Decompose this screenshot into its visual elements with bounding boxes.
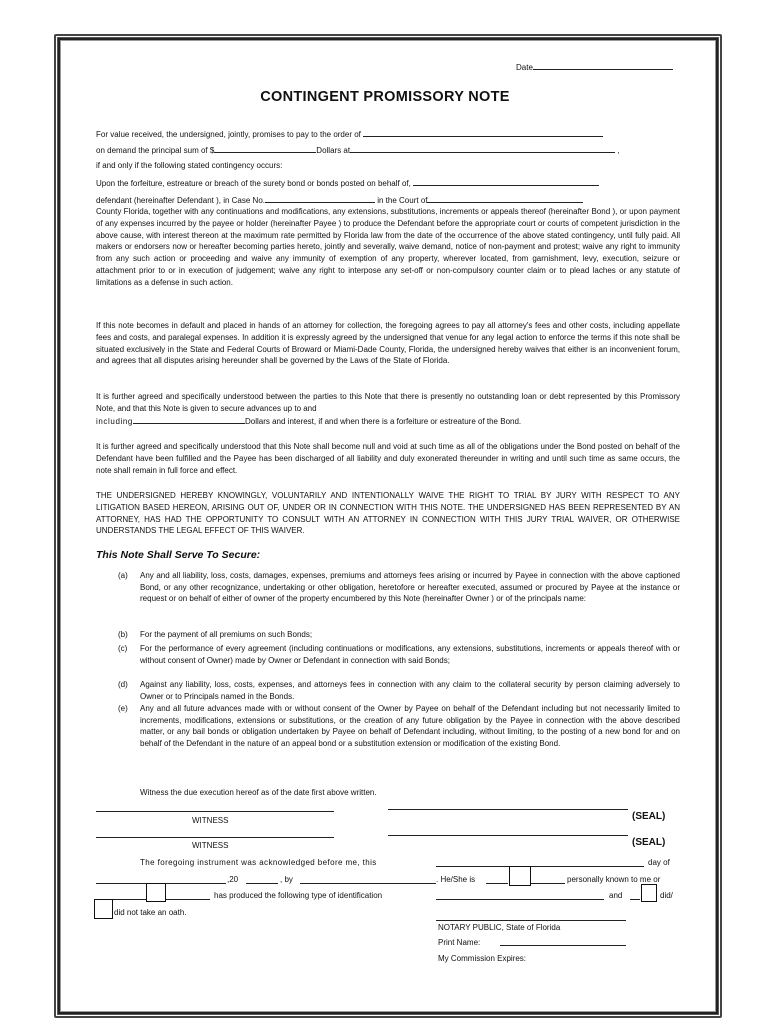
ack-did: did/	[660, 891, 673, 900]
jury-waiver-paragraph: THE UNDERSIGNED HEREBY KNOWINGLY, VOLUNTARILY AND INTENTIONALLY WAIVE THE RIGHT TO TRIAL BY JURY WITH RESPECT TO ANY LITIGATION BASED HEREON, ARISING OUT OF, UNDER OR IN CONNECTION WITH THIS NOTE. THE UNDERSIGNED HAS BEEN REPRESENTED BY AN ATTORNEY, HAS HAD THE OPPORTUNITY TO CONSULT WITH AN ATTORNEY IN CONNECTION WITH THIS JURY TRIAL WAIVER, OR OTHERWISE UNDERSTANDS THE LEGAL EFFECT OF THIS WAIVER.	[96, 491, 680, 536]
witness-label-1: WITNESS	[192, 816, 229, 825]
maker-signature-line-2[interactable]	[388, 835, 628, 836]
body-paragraph-3: It is further agreed and specifically understood between the parties to this Note that there is presently no outstanding loan or debt represented by this Promissory Note, and that this Note is given to secure advances up to and	[96, 392, 680, 413]
personally-known-checkbox[interactable]	[509, 866, 531, 886]
date-label: Date	[516, 63, 533, 72]
identification-type-field[interactable]	[436, 899, 604, 900]
ack-year-field[interactable]	[246, 883, 278, 884]
list-item: (b) For the payment of all premiums on such Bonds;	[118, 630, 313, 639]
payee-field[interactable]	[363, 128, 603, 137]
list-item: (c) For the performance of every agreement (including continuations or modifications, any extensions, substitutions, increments or appeals thereof with or without consent of Owner) made by Owner or Defendant in connection with said Bonds;	[118, 644, 680, 665]
id-line-post-box	[166, 899, 210, 900]
list-item: (e) Any and all future advances made with or without consent of the Owner by Payee on behalf of the Defendant including but not necessarily limited to increments, modifications, extensions or substitutions, or the creation of any future obligation by the Payee in connection with the above described matter, or any bail bonds or obligation undertaken by Payee on behalf of Defendant including, without limiting, to the posting of a new bond for and on behalf of the Defendant in the nature of an appeal bond or a substitution extension or modification of the existing Bond.	[118, 704, 680, 748]
ack-day-field[interactable]	[436, 866, 644, 867]
produced-id-checkbox[interactable]	[146, 883, 166, 902]
advance-amount-field[interactable]	[133, 415, 245, 424]
document-title: CONTINGENT PROMISSORY NOTE	[260, 89, 510, 105]
ack-by: , by	[280, 875, 293, 884]
intro-line-3: if and only if the following stated contingency occurs:	[96, 161, 283, 170]
intro-line-1: For value received, the undersigned, jointly, promises to pay to the order of	[96, 128, 686, 141]
seal-label-1: (SEAL)	[632, 811, 666, 822]
maker-signature-line-1[interactable]	[388, 809, 628, 810]
no-oath-checkbox[interactable]	[94, 899, 113, 919]
principal-amount-field[interactable]	[214, 144, 316, 153]
ack-no-oath: did not take an oath.	[114, 908, 187, 917]
body-paragraph-1: County Florida, together with any continuations and modifications, any extensions, substitutions, increments or appeals thereof (hereinafter Bond ), or upon payment of any expenses incurred by the payee or holder (hereinafter Payee ) to produce the Defendant before the appropriate court or courts of competent jurisdiction in the above cause, with interest thereon at the maximum rate permitted by Florida law from the date of the occurrence of the above stated contingency, until fully paid. All makers or endorsers now or hereafter becoming parties hereto, jointly and severally, waive demand, notice of non-payment and protest; waive any right to immunity from any such action or proceeding and waive any immunity of exemption of any property, wherever located, from garnishment, levy, execution, seizure or attachment prior to or in execution of judgement; waive any right to interpose any set-off or non-compulsory counter claim or to plead laches or any statute of limitations as a defense in such action.	[96, 207, 680, 287]
witness-signature-line-1[interactable]	[96, 811, 334, 812]
date-field[interactable]	[516, 61, 673, 72]
notary-public-label: NOTARY PUBLIC, State of Florida	[438, 923, 561, 932]
list-item: (d) Against any liability, loss, costs, expenses, and attorneys fees in connection with any claim to the collateral security by person claiming adversely to Owner or to Principals named in the Bonds.	[118, 680, 680, 701]
ack-personally-known: personally known to me or	[567, 875, 661, 884]
case-number-field[interactable]	[265, 194, 375, 203]
defendant-name-field[interactable]	[413, 177, 599, 186]
intro-line-2: on demand the principal sum of $ Dollars at ,	[96, 146, 620, 155]
print-name-field[interactable]	[500, 945, 626, 946]
ack-heshe: . He/She is	[436, 875, 476, 884]
seal-label-2: (SEAL)	[632, 837, 666, 848]
ack-text: The foregoing instrument was acknowledged before me, this	[140, 858, 377, 867]
ack-day-of: day of	[648, 858, 670, 867]
notary-signature-line[interactable]	[436, 920, 626, 921]
body-paragraph-3-line: including Dollars and interest, if and when there is a forfeiture or estreature of the Bond.	[96, 417, 522, 426]
list-item: (a) Any and all liability, loss, costs, damages, expenses, premiums and attorneys fees arising or incurred by Payee in connection with the above captioned Bond, or any other recognizance, undertaking or other obligation, heretofore or hereafter executed, assumed or procured by Payee at the instance or request or on behalf of either of owner of the property encumbered by this Note (hereinafter Owner ) or of the principals name:	[118, 571, 680, 604]
ack-line-pre-box	[486, 883, 508, 884]
intro-line-4: Upon the forfeiture, estreature or breach of the surety bond or bonds posted on behalf of,	[96, 177, 686, 190]
witness-signature-line-2[interactable]	[96, 837, 334, 838]
oath-checkbox[interactable]	[641, 884, 657, 902]
print-name-label: Print Name:	[438, 938, 481, 947]
ack-year-prefix: ,20	[227, 875, 239, 884]
place-of-payment-field[interactable]	[350, 144, 615, 153]
ack-line-post-box	[531, 883, 565, 884]
court-field[interactable]	[427, 194, 583, 203]
ack-name-field[interactable]	[300, 883, 436, 884]
ack-and: and	[609, 891, 623, 900]
body-paragraph-4: It is further agreed and specifically understood that this Note shall become null and void at such time as all of the obligations under the Bond posted on behalf of the Defendant have been fulfilled and the Payee has been discharged of all liability and duly exonerated thereunder in writing and until such time as same occurs, the note shall remain in full force and effect.	[96, 442, 680, 475]
secure-heading: This Note Shall Serve To Secure:	[96, 549, 261, 561]
witness-statement: Witness the due execution hereof as of the date first above written.	[140, 788, 377, 797]
intro-line-5: defendant (hereinafter Defendant ), in Case No. in the Court of	[96, 194, 686, 207]
ack-produced: has produced the following type of identification	[214, 891, 383, 900]
witness-label-2: WITNESS	[192, 841, 229, 850]
commission-expires-label: My Commission Expires:	[438, 954, 527, 963]
oath-line-pre-box	[630, 899, 640, 900]
body-paragraph-2: If this note becomes in default and placed in hands of an attorney for collection, the foregoing agrees to pay all attorney's fees and other costs, including appellate fees and costs, and paralegal expenses. In addition it is expressly agreed by the undersigned that venue for any legal action to enforce the terms if this note shall be situated exclusively in the State and Federal Courts of Broward or Miami-Dade County, Florida, the undersigned hereby waives that either is an inconvenient forum, and agrees that all disputes arising hereunder shall be governed by the Laws of the State of Florida.	[96, 321, 680, 366]
